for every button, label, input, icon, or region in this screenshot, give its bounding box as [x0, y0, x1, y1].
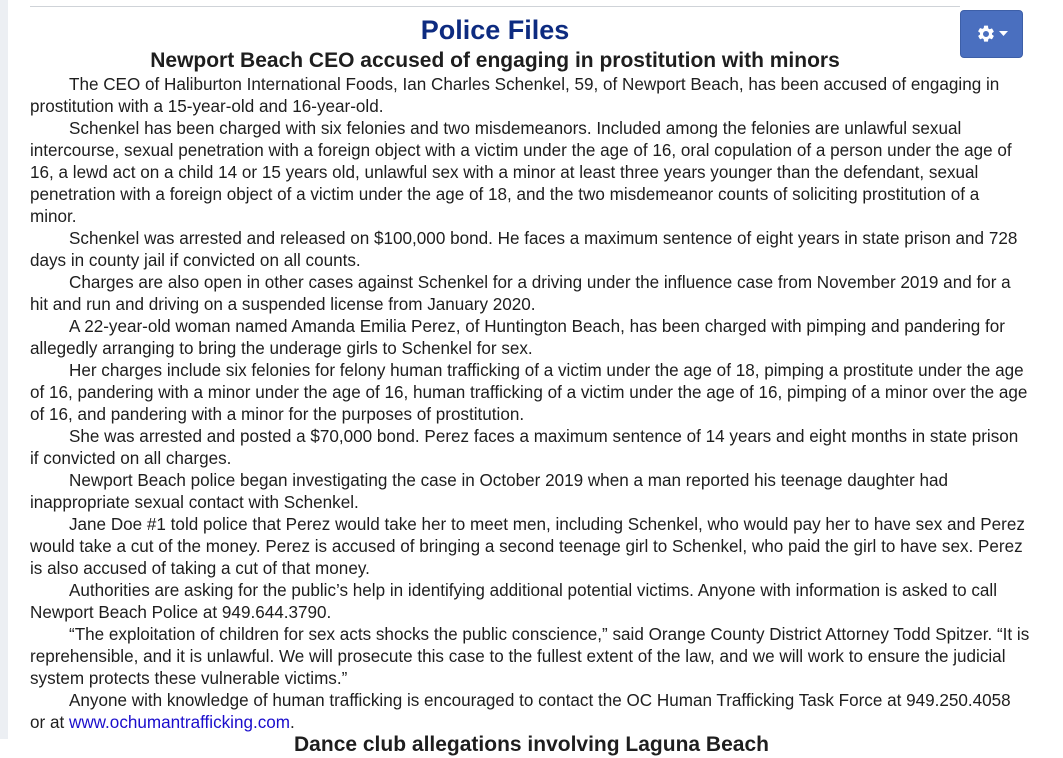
article-paragraph: She was arrested and posted a $70,000 bond. Perez faces a maximum sentence of 14 years and eight months in state prison if convicted on all charges. [30, 427, 1019, 468]
article-paragraph: Schenkel was arrested and released on $100,000 bond. He faces a maximum sentence of eight years in state prison and 728 days in county jail if convicted on all counts. [30, 229, 1018, 270]
trafficking-task-force-link[interactable]: www.ochumantrafficking.com [68, 713, 291, 732]
article-paragraph: Charges are also open in other cases against Schenkel for a driving under the influence case from November 2019 and for a hit and run and driving on a suspended license from January 2020. [30, 273, 1011, 314]
article-headline: Newport Beach CEO accused of engaging in prostitution with minors [150, 49, 840, 72]
next-article-headline: Dance club allegations involving Laguna Beach [294, 733, 769, 756]
article-paragraph: Her charges include six felonies for felony human trafficking of a victim under the age of 18, pimping a prostitute under the age of 16, pandering with a minor under the age of 16, human trafficking of a victim under the age of 16, pimping of a minor over the age of 16, and pandering with a minor for the purposes of prostitution. [30, 361, 1028, 424]
page-title: Police Files [420, 15, 570, 45]
article-paragraph-last [30, 690, 1030, 734]
caret-down-icon [999, 31, 1008, 37]
top-divider [30, 6, 960, 7]
article-body [30, 74, 1030, 734]
article-paragraph: Authorities are asking for the public’s help in identifying additional potential victims. Anyone with information is asked to call Newport Beach Police at 949.644.3790. [30, 581, 998, 622]
article-paragraph: “The exploitation of children for sex acts shocks the public conscience,” said Orange County District Attorney Todd Spitzer. “It is reprehensible, and it is unlawful. We will prosecute this case to the fullest extent of the law, and we will work to ensure the judicial system protects these vulnerable victims.” [30, 625, 1030, 688]
last-paragraph-text: Anyone with knowledge of human trafficking is encouraged to contact the OC Human Trafficking Task Force at 949.250.4058 or at [30, 691, 1011, 732]
article-paragraph: Jane Doe #1 told police that Perez would take her to meet men, including Schenkel, who would pay her to have sex and Perez would take a cut of the money. Perez is accused of bringing a second teenage girl to Schenkel, who paid the girl to have sex. Perez is also accused of taking a cut of that money. [30, 515, 1025, 578]
last-paragraph-end: . [290, 713, 295, 732]
article-paragraph: Newport Beach police began investigating the case in October 2019 when a man reported his teenage daughter had inappropriate sexual contact with Schenkel. [30, 471, 949, 512]
article-paragraph: The CEO of Haliburton International Foods, Ian Charles Schenkel, 59, of Newport Beach, has been accused of engaging in prostitution with a 15-year-old and 16-year-old. [30, 75, 1000, 116]
article-paragraph: A 22-year-old woman named Amanda Emilia Perez, of Huntington Beach, has been charged with pimping and pandering for allegedly arranging to bring the underage girls to Schenkel for sex. [30, 317, 1005, 358]
article [30, 48, 1030, 734]
article-paragraph: Schenkel has been charged with six felonies and two misdemeanors. Included among the felonies are unlawful sexual intercourse, sexual penetration with a foreign object with a victim under the age of 16, oral copulation of a person under the age of 16, a lewd act on a child 14 or 15 years old, unlawful sex with a minor at least three years younger than the defendant, sexual penetration with a foreign object of a victim under the age of 18, and the two misdemeanor counts of soliciting prostitution of a minor. [30, 119, 1012, 226]
gear-icon [976, 24, 996, 44]
page-edge [0, 0, 8, 739]
